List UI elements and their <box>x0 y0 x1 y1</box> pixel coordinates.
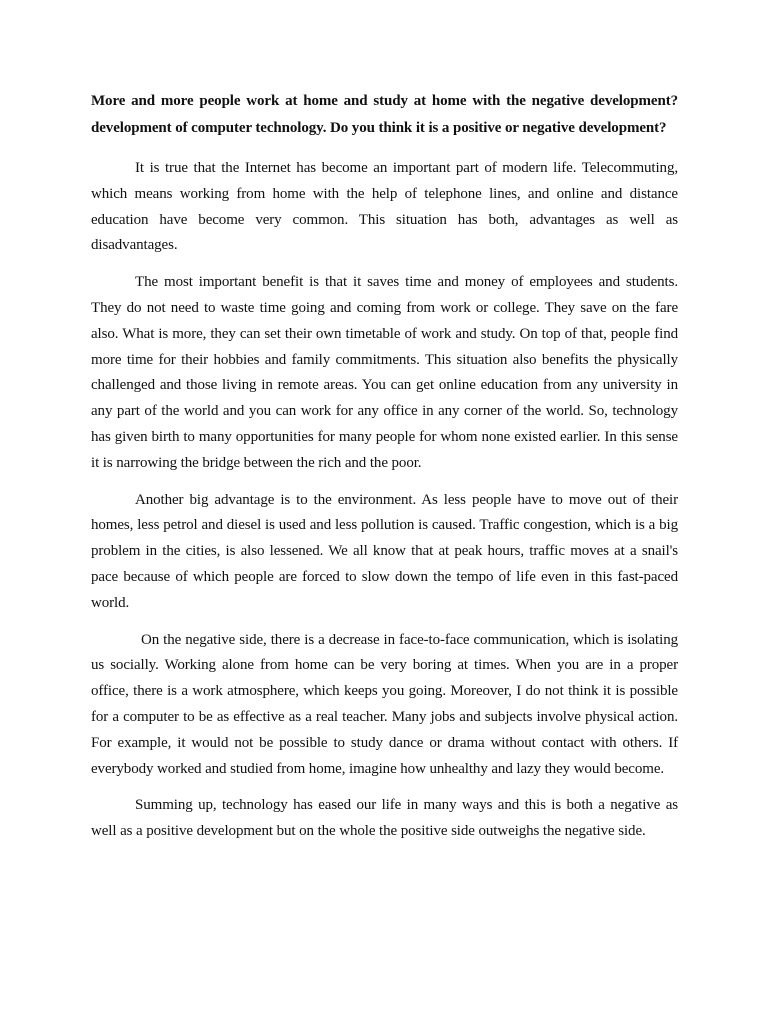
paragraph-conclusion: Summing up, technology has eased our life in many ways and this is both a negative as well as a positive development but on the whole the positive side outweighs the negative side. <box>91 797 678 840</box>
essay-question-title: More and more people work at home and study at home with the negative development? development of computer technology. Do you think it is a positive or negative development? <box>91 93 678 136</box>
paragraph-environment: Another big advantage is to the environment. As less people have to move out of their homes, less petrol and diesel is used and less pollution is caused. Traffic congestion, which is a big problem in the cities, is also lessened. We all know that at peak hours, traffic moves at a snail's pace because of which people are forced to slow down the tempo of life even in this fast-paced world. <box>91 491 678 611</box>
paragraph-benefits: The most important benefit is that it saves time and money of employees and students. They do not need to waste time going and coming from work or college. They save on the fare also. What is more, they can set their own timetable of work and study. On top of that, people find more time for their hobbies and family commitments. This situation also benefits the physically challenged and those living in remote areas. You can get online education from any university in any part of the world and you can work for any office in any corner of the world. So, technology has given birth to many opportunities for many people for whom none existed earlier. In this sense it is narrowing the bridge between the rich and the poor. <box>91 274 678 471</box>
paragraph-negative-side: On the negative side, there is a decrease in face-to-face communication, which is isolating us socially. Working alone from home can be very boring at times. When you are in a proper office, there is a work atmosphere, which keeps you going. Moreover, I do not think it is possible for a computer to be as effective as a real teacher. Many jobs and subjects involve physical action. For example, it would not be possible to study dance or drama without contact with others. If everybody worked and studied from home, imagine how unhealthy and lazy they would become. <box>91 631 678 777</box>
document-page <box>91 88 678 856</box>
paragraph-introduction: It is true that the Internet has become an important part of modern life. Telecommuting, which means working from home with the help of telephone lines, and online and distance education have become very common. This situation has both, advantages as well as disadvantages. <box>91 160 678 254</box>
